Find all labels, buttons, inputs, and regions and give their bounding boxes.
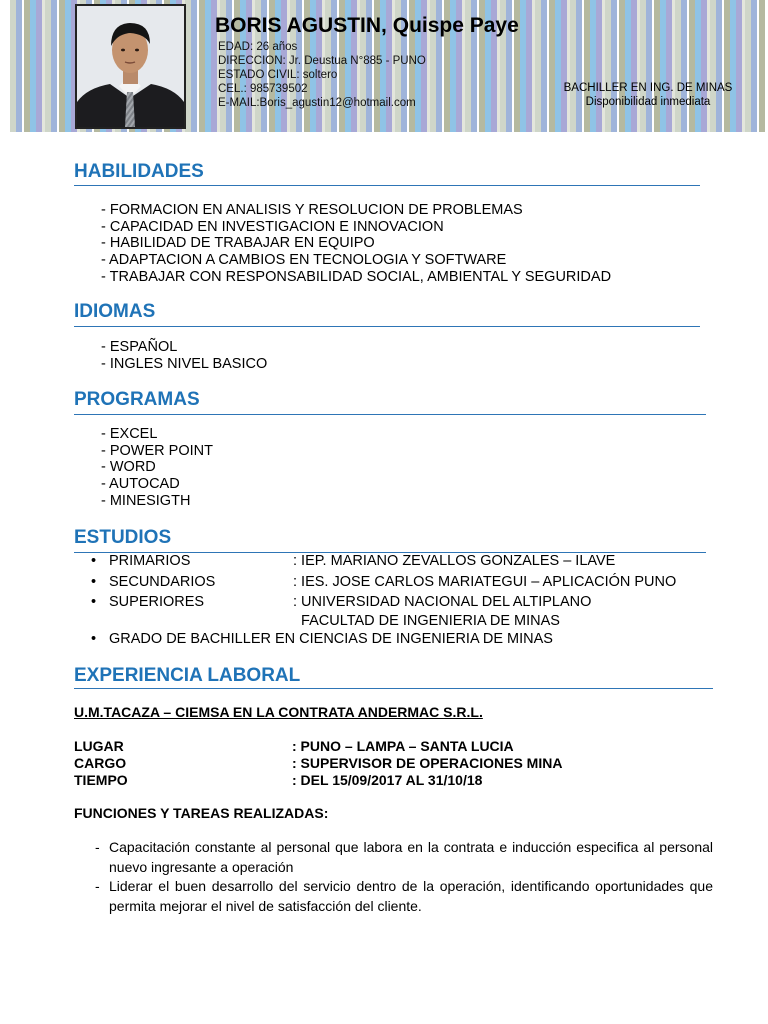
list-item: - INGLES NIVEL BASICO bbox=[101, 355, 268, 372]
section-title-programas: PROGRAMAS bbox=[74, 389, 200, 410]
address-text: DIRECCION: Jr. Deustua N°885 - PUNO bbox=[218, 55, 426, 67]
education-school: : UNIVERSIDAD NACIONAL DEL ALTIPLANO bbox=[293, 594, 592, 610]
bullet: • bbox=[91, 573, 97, 590]
functions-title: FUNCIONES Y TAREAS REALIZADAS: bbox=[74, 805, 329, 821]
job-detail-value: : PUNO – LAMPA – SANTA LUCIA bbox=[292, 738, 514, 754]
phone-text: CEL.: 985739502 bbox=[218, 83, 308, 95]
list-item: - MINESIGTH bbox=[101, 492, 191, 509]
list-item: - AUTOCAD bbox=[101, 476, 180, 493]
section-divider bbox=[74, 414, 706, 415]
list-item: - WORD bbox=[101, 459, 156, 476]
education-faculty: FACULTAD DE INGENIERIA DE MINAS bbox=[293, 612, 560, 629]
languages-list bbox=[101, 339, 267, 372]
job-details bbox=[74, 738, 563, 789]
list-item: - EXCEL bbox=[101, 426, 158, 442]
section-title-habilidades: HABILIDADES bbox=[74, 161, 204, 182]
job-detail-label: TIEMPO bbox=[74, 772, 128, 788]
education-level: SECUNDARIOS bbox=[109, 573, 216, 590]
list-item: - TRABAJAR CON RESPONSABILIDAD SOCIAL, AMBIENTAL Y SEGURIDAD bbox=[101, 268, 612, 285]
job-detail-label: LUGAR bbox=[74, 738, 124, 754]
education-school: : IES. JOSE CARLOS MARIATEGUI – APLICACIÓN PUNO bbox=[293, 573, 677, 590]
person-portrait-icon bbox=[77, 6, 184, 127]
age-text: EDAD: 26 años bbox=[218, 41, 298, 53]
degree-text: BACHILLER EN ING. DE MINAS bbox=[563, 82, 733, 94]
profile-photo bbox=[75, 4, 186, 129]
list-item: - POWER POINT bbox=[101, 442, 213, 459]
bullet: • bbox=[91, 594, 97, 610]
degree-grade: GRADO DE BACHILLER EN CIENCIAS DE INGENIERIA DE MINAS bbox=[109, 631, 553, 647]
list-item bbox=[95, 838, 713, 877]
list-item: - FORMACION EN ANALISIS Y RESOLUCION DE PROBLEMAS bbox=[101, 202, 523, 218]
bullet: • bbox=[91, 553, 97, 569]
functions-list bbox=[95, 838, 713, 916]
education-school: : IEP. MARIANO ZEVALLOS GONZALES – ILAVE bbox=[293, 553, 616, 569]
bullet: • bbox=[91, 631, 97, 647]
software-list bbox=[101, 426, 213, 509]
candidate-name: BORIS AGUSTIN, Quispe Paye bbox=[215, 14, 519, 37]
job-detail-row bbox=[74, 755, 563, 772]
education-level: PRIMARIOS bbox=[109, 553, 191, 569]
list-item: - CAPACIDAD EN INVESTIGACION E INNOVACION bbox=[101, 218, 444, 235]
job-detail-value: : DEL 15/09/2017 AL 31/10/18 bbox=[292, 772, 483, 788]
civil-status-text: ESTADO CIVIL: soltero bbox=[218, 69, 338, 81]
section-divider bbox=[74, 185, 700, 186]
degree-block bbox=[548, 81, 748, 109]
skills-list bbox=[101, 202, 611, 285]
dash-marker: - bbox=[95, 839, 100, 855]
section-title-idiomas: IDIOMAS bbox=[74, 301, 156, 322]
list-item bbox=[95, 877, 713, 916]
job-detail-row bbox=[74, 738, 514, 755]
job-detail-row bbox=[74, 772, 483, 789]
education-level: SUPERIORES bbox=[109, 594, 205, 610]
dash-marker: - bbox=[95, 878, 100, 894]
personal-info bbox=[218, 40, 426, 110]
function-text: Liderar el buen desarrollo del servicio dentro de la operación, identificando oportunidades que permita mejorar el nivel de satisfacción del cliente. bbox=[109, 878, 713, 914]
job-detail-label: CARGO bbox=[74, 755, 127, 771]
section-title-estudios: ESTUDIOS bbox=[74, 527, 172, 548]
list-item: - HABILIDAD DE TRABAJAR EN EQUIPO bbox=[101, 235, 375, 252]
job-detail-value: : SUPERVISOR DE OPERACIONES MINA bbox=[292, 755, 563, 771]
company-name: U.M.TACAZA – CIEMSA EN LA CONTRATA ANDERMAC S.R.L. bbox=[74, 704, 483, 720]
availability-text: Disponibilidad inmediata bbox=[585, 96, 711, 108]
list-item: - ESPAÑOL bbox=[101, 339, 178, 355]
email-text: E-MAIL:Boris_agustin12@hotmail.com bbox=[218, 97, 416, 109]
section-divider bbox=[74, 326, 700, 327]
section-divider bbox=[74, 688, 713, 689]
function-text: Capacitación constante al personal que labora en la contrata e inducción especifica al personal nuevo ingresante a operación bbox=[109, 839, 713, 875]
list-item: - ADAPTACION A CAMBIOS EN TECNOLOGIA Y SOFTWARE bbox=[101, 252, 507, 269]
section-title-experiencia: EXPERIENCIA LABORAL bbox=[74, 665, 301, 686]
